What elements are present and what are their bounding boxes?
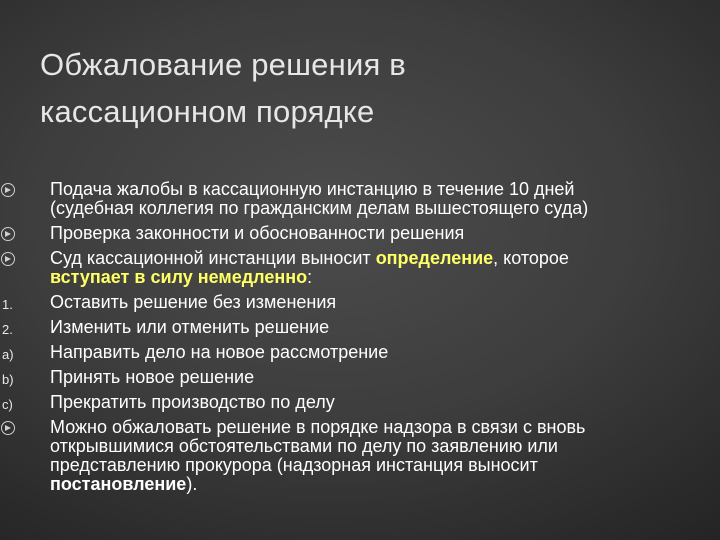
- list-item-supervision: [0, 418, 700, 494]
- bullet-icon: [1, 421, 15, 435]
- item-text: Направить дело на новое рассмотрение: [50, 342, 389, 362]
- item-text-line: открывшимися обстоятельствами по делу по заявлению или: [50, 436, 558, 456]
- slide-title: [40, 41, 680, 135]
- item-text: Изменить или отменить решение: [50, 317, 330, 337]
- list-item-option-b: [0, 368, 700, 387]
- bullet-icon: [1, 252, 15, 266]
- item-text: :: [307, 267, 313, 287]
- list-item-option-2: [0, 318, 700, 337]
- item-text-line: Подача жалобы в кассационную инстанцию в течение 10 дней: [50, 179, 575, 199]
- list-number: 2.: [2, 322, 13, 337]
- list-item-filing: [0, 180, 700, 218]
- item-text-line: Можно обжаловать решение в порядке надзора в связи с вновь: [50, 417, 586, 437]
- item-text-line: [50, 249, 700, 268]
- list-letter: a): [2, 347, 14, 362]
- highlight-term: вступает в силу немедленно: [50, 267, 308, 287]
- list-item-option-a: [0, 343, 700, 362]
- item-text: Оставить решение без изменения: [50, 292, 337, 312]
- list-item-option-1: [0, 293, 700, 312]
- item-text-line: представлению прокурора (надзорная инстанция выносит: [50, 455, 538, 475]
- item-text-line: (судебная коллегия по гражданским делам вышестоящего суда): [50, 198, 589, 218]
- title-line-2: кассационном порядке: [40, 93, 375, 129]
- item-text-line: [50, 475, 700, 494]
- item-text-line: [50, 268, 700, 287]
- slide-content: [0, 180, 700, 500]
- list-letter: b): [2, 372, 14, 387]
- item-text: Суд кассационной инстанции выносит: [50, 248, 376, 268]
- list-letter: c): [2, 397, 13, 412]
- list-item-review: [0, 224, 700, 243]
- bullet-icon: [1, 183, 15, 197]
- item-text: Принять новое решение: [50, 367, 255, 387]
- item-text: Проверка законности и обоснованности решения: [50, 223, 465, 243]
- item-text: Прекратить производство по делу: [50, 392, 335, 412]
- list-item-ruling: [0, 249, 700, 287]
- item-text: ).: [186, 474, 198, 494]
- bullet-icon: [1, 227, 15, 241]
- highlight-term: постановление: [50, 474, 187, 494]
- item-text: , которое: [493, 248, 569, 268]
- title-line-1: Обжалование решения в: [40, 46, 406, 82]
- highlight-term: определение: [375, 248, 494, 268]
- list-item-option-c: [0, 393, 700, 412]
- list-number: 1.: [2, 297, 13, 312]
